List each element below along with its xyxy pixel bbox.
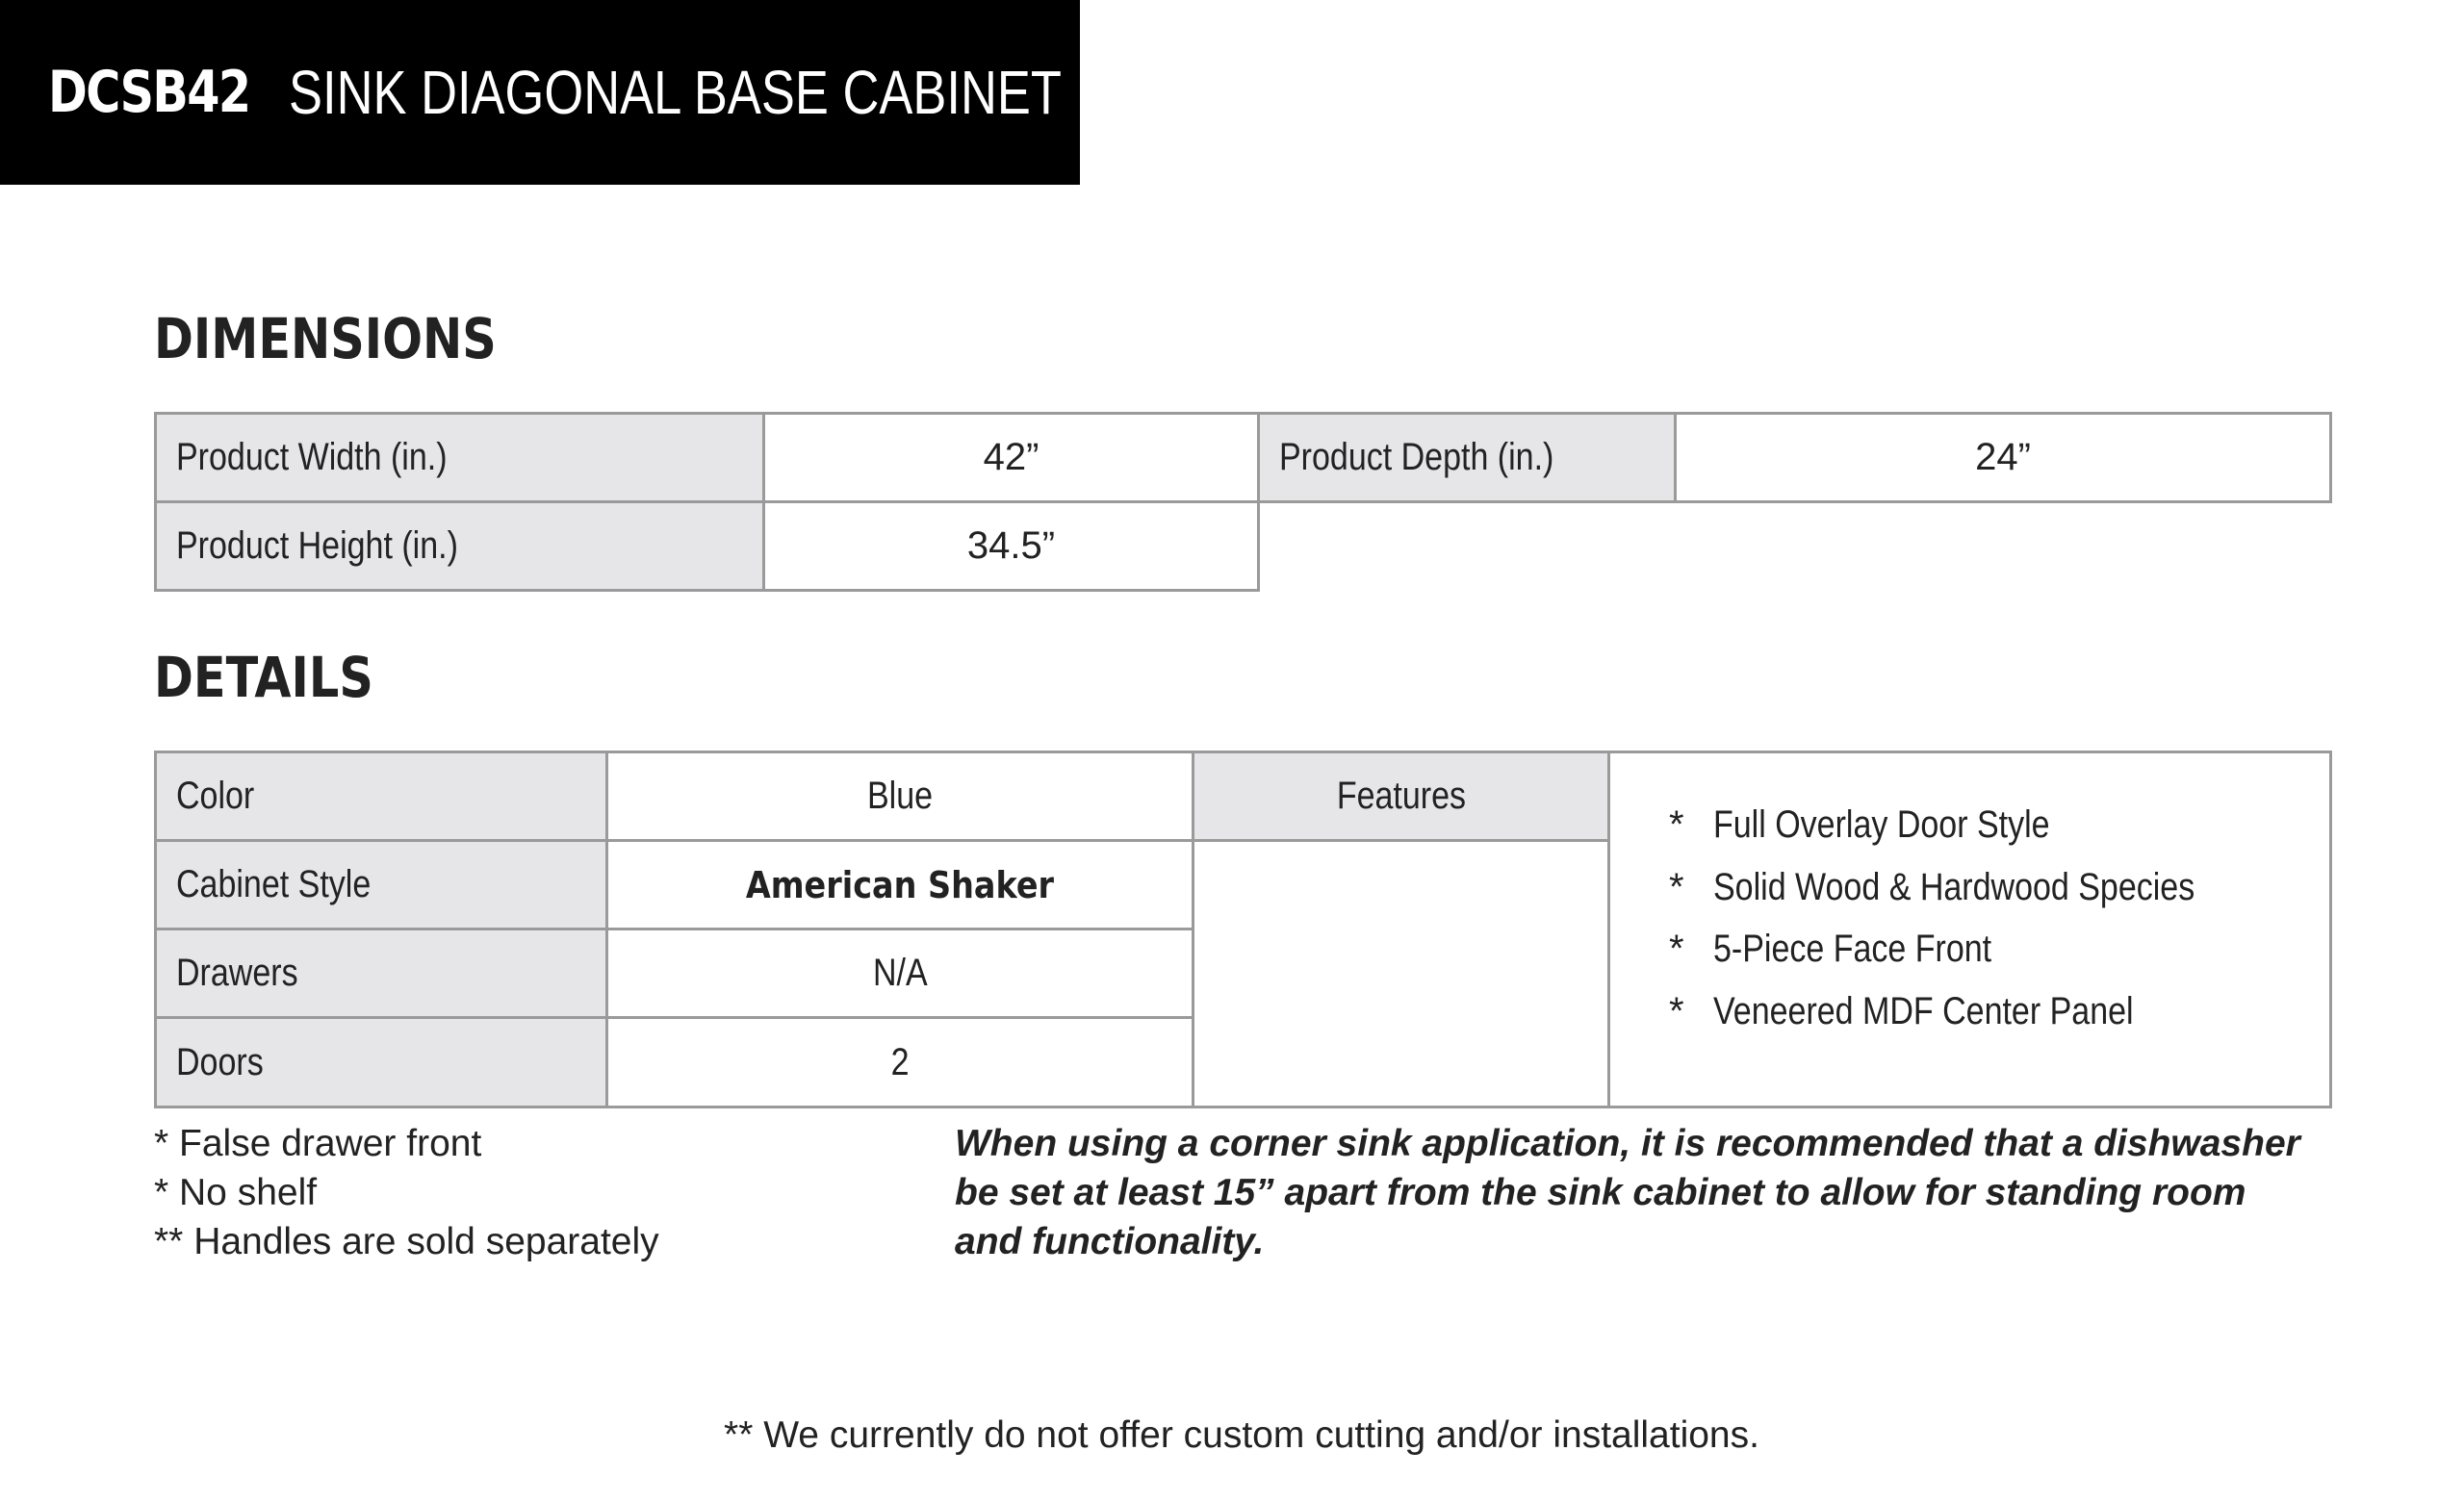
doors-value: 2 bbox=[890, 1040, 910, 1083]
product-code: DCSB42 bbox=[48, 59, 250, 126]
notes-left bbox=[154, 1119, 659, 1266]
height-value-cell bbox=[762, 500, 1260, 592]
bullet-star: * bbox=[1669, 928, 1684, 970]
bullet-star: * bbox=[1669, 803, 1684, 846]
features-list bbox=[1669, 794, 2279, 1042]
height-label: Product Height (in.) bbox=[176, 524, 458, 567]
width-label: Product Width (in.) bbox=[176, 436, 448, 478]
cabinet-style-value-cell bbox=[605, 839, 1194, 930]
feature-text: Veneered MDF Center Panel bbox=[1713, 989, 2134, 1032]
feature-text: 5-Piece Face Front bbox=[1713, 928, 1992, 970]
features-blank-cell bbox=[1192, 839, 1610, 1108]
features-header-cell bbox=[1192, 751, 1610, 842]
width-value-cell bbox=[762, 412, 1260, 503]
feature-item bbox=[1669, 918, 2279, 980]
drawers-label: Drawers bbox=[176, 952, 298, 994]
height-value: 34.5” bbox=[966, 524, 1056, 567]
cabinet-style-label-cell bbox=[154, 839, 608, 930]
header-bar bbox=[0, 0, 1080, 185]
depth-label-cell bbox=[1257, 412, 1677, 503]
cabinet-style-label: Cabinet Style bbox=[176, 863, 372, 905]
drawers-label-cell bbox=[154, 928, 608, 1019]
note-line: ** Handles are sold separately bbox=[154, 1221, 659, 1262]
bullet-star: * bbox=[1669, 989, 1684, 1032]
color-label: Color bbox=[176, 775, 255, 817]
details-heading: DETAILS bbox=[154, 645, 373, 710]
corner-sink-note bbox=[955, 1119, 2341, 1266]
note-line: be set at least 15” apart from the sink cabinet to allow for standing room bbox=[955, 1172, 2246, 1213]
depth-label: Product Depth (in.) bbox=[1279, 436, 1554, 478]
depth-value: 24” bbox=[1975, 436, 2031, 478]
depth-value-cell bbox=[1674, 412, 2332, 503]
dimensions-heading: DIMENSIONS bbox=[154, 306, 497, 371]
cabinet-style-value: American Shaker bbox=[745, 863, 1055, 906]
feature-text: Full Overlay Door Style bbox=[1713, 803, 2050, 846]
note-line: * No shelf bbox=[154, 1172, 318, 1213]
footer-note: ** We currently do not offer custom cutting and/or installations. bbox=[724, 1414, 1759, 1456]
drawers-value-cell bbox=[605, 928, 1194, 1019]
note-line: When using a corner sink application, it is recommended that a dishwasher bbox=[955, 1123, 2300, 1164]
feature-item bbox=[1669, 856, 2279, 919]
feature-item bbox=[1669, 980, 2279, 1043]
note-line: * False drawer front bbox=[154, 1123, 482, 1164]
color-value-cell bbox=[605, 751, 1194, 842]
note-line: and functionality. bbox=[955, 1221, 1265, 1262]
width-value: 42” bbox=[983, 436, 1040, 478]
bullet-star: * bbox=[1669, 865, 1684, 908]
doors-value-cell bbox=[605, 1016, 1194, 1108]
doors-label-cell bbox=[154, 1016, 608, 1108]
height-label-cell bbox=[154, 500, 765, 592]
width-label-cell bbox=[154, 412, 765, 503]
features-header: Features bbox=[1336, 775, 1466, 817]
color-value: Blue bbox=[866, 775, 934, 817]
feature-text: Solid Wood & Hardwood Species bbox=[1713, 865, 2195, 908]
drawers-value: N/A bbox=[872, 952, 928, 994]
product-title: SINK DIAGONAL BASE CABINET bbox=[289, 58, 1062, 127]
color-label-cell bbox=[154, 751, 608, 842]
doors-label: Doors bbox=[176, 1040, 264, 1083]
feature-item bbox=[1669, 794, 2279, 856]
